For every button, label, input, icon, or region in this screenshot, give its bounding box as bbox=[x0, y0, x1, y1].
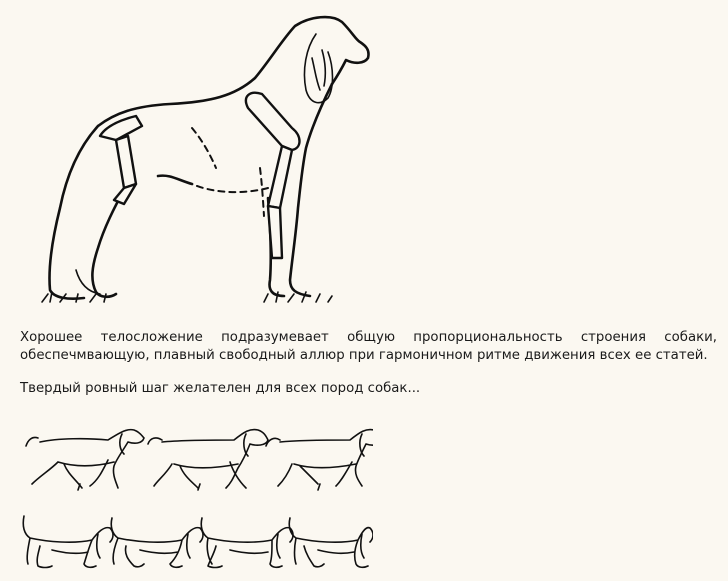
paragraph-body-build: Хорошее телосложение подразумевает общую пропорциональность строения собаки, обеспечмвающую, плавный свободный аллюр при гармоничном ритме движения всех ее статей. bbox=[20, 330, 717, 363]
gait-sequence-retriever-illustration bbox=[18, 418, 373, 498]
paragraph-firm-gait: Твердый ровный шаг желателен для всех пород собак... bbox=[20, 381, 421, 396]
gait-sequence-basset-illustration bbox=[18, 508, 373, 574]
dog-skeleton-illustration bbox=[20, 8, 380, 308]
